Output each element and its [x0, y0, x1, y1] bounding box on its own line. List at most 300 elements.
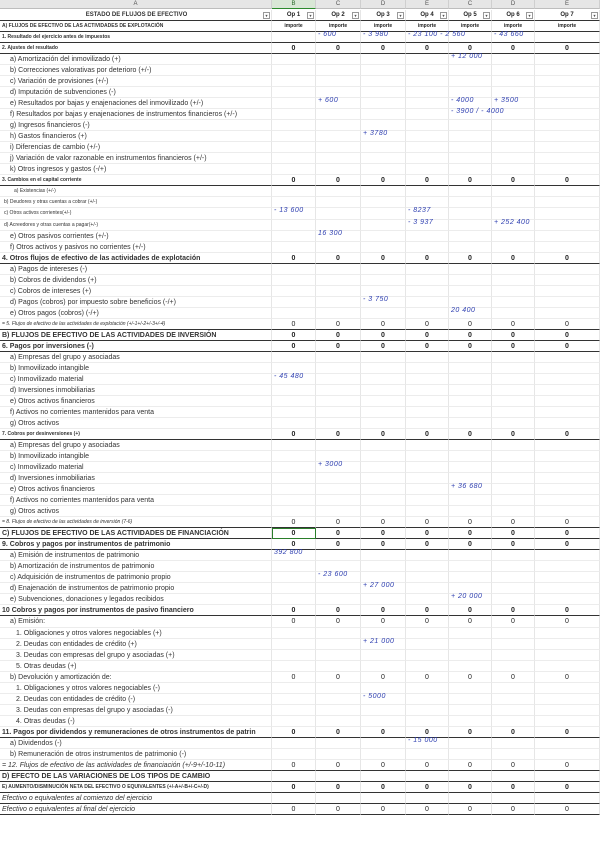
value-cell[interactable]: 0 — [492, 253, 535, 264]
column-header-2[interactable]: C — [316, 0, 361, 9]
value-cell[interactable] — [449, 451, 492, 462]
row-label[interactable]: e) Resultados por bajas y enajenaciones del inmovilizado (+/-) — [0, 98, 272, 109]
value-cell[interactable] — [406, 506, 449, 517]
value-cell[interactable]: 0 — [535, 43, 600, 54]
value-cell[interactable] — [272, 771, 316, 782]
column-header-0[interactable]: A — [0, 0, 272, 9]
value-cell[interactable]: 0 — [361, 175, 406, 186]
value-cell[interactable]: 0 — [272, 539, 316, 550]
value-cell[interactable]: 0 — [361, 330, 406, 341]
value-cell[interactable] — [316, 286, 361, 297]
value-cell[interactable]: 0 — [316, 341, 361, 352]
value-cell[interactable] — [449, 396, 492, 407]
value-cell[interactable] — [492, 363, 535, 374]
value-cell[interactable] — [535, 54, 600, 65]
value-cell[interactable]: 0 — [316, 616, 361, 627]
value-cell[interactable] — [316, 705, 361, 716]
value-cell[interactable]: 0 — [272, 517, 316, 528]
value-cell[interactable] — [316, 275, 361, 286]
value-cell[interactable]: importe — [272, 21, 316, 32]
row-label[interactable]: c) Inmovilizado material — [0, 374, 272, 385]
value-cell[interactable] — [449, 231, 492, 242]
value-cell[interactable]: 0 — [449, 528, 492, 539]
value-cell[interactable] — [449, 650, 492, 661]
value-cell[interactable] — [535, 683, 600, 694]
value-cell[interactable]: 0 — [492, 43, 535, 54]
value-cell[interactable] — [492, 153, 535, 164]
value-cell[interactable]: 0 — [535, 539, 600, 550]
value-cell[interactable] — [492, 308, 535, 319]
header-op-7[interactable]: Op 7 ▾ — [535, 10, 600, 21]
value-cell[interactable] — [316, 164, 361, 175]
value-cell[interactable]: 0 — [406, 605, 449, 616]
row-label[interactable]: 2. Deudas con entidades de crédito (+) — [0, 639, 272, 650]
value-cell[interactable] — [535, 694, 600, 705]
value-cell[interactable] — [272, 473, 316, 484]
row-label[interactable]: j) Variación de valor razonable en instrumentos financieros (+/-) — [0, 153, 272, 164]
value-cell[interactable] — [535, 385, 600, 396]
value-cell[interactable]: 0 — [449, 727, 492, 738]
value-cell[interactable] — [535, 495, 600, 506]
value-cell[interactable] — [406, 54, 449, 65]
row-label[interactable]: d) Inversiones inmobiliarias — [0, 473, 272, 484]
value-cell[interactable] — [492, 628, 535, 639]
value-cell[interactable] — [272, 242, 316, 253]
value-cell[interactable]: 0 — [406, 539, 449, 550]
value-cell[interactable] — [316, 749, 361, 760]
value-cell[interactable]: 0 — [361, 319, 406, 330]
row-label[interactable]: 6. Pagos por inversiones (-) — [0, 341, 272, 352]
value-cell[interactable] — [535, 650, 600, 661]
value-cell[interactable] — [406, 286, 449, 297]
value-cell[interactable] — [316, 109, 361, 120]
value-cell[interactable] — [406, 650, 449, 661]
value-cell[interactable]: 0 — [449, 782, 492, 793]
value-cell[interactable] — [361, 407, 406, 418]
value-cell[interactable] — [406, 683, 449, 694]
value-cell[interactable]: 0 — [406, 616, 449, 627]
value-cell[interactable] — [361, 65, 406, 76]
value-cell[interactable]: 0 — [361, 253, 406, 264]
value-cell[interactable] — [449, 131, 492, 142]
value-cell[interactable] — [449, 440, 492, 451]
value-cell[interactable] — [316, 308, 361, 319]
row-label[interactable]: 1. Obligaciones y otros valores negociables (+) — [0, 628, 272, 639]
value-cell[interactable] — [316, 771, 361, 782]
row-label[interactable]: a) Empresas del grupo y asociadas — [0, 352, 272, 363]
value-cell[interactable] — [361, 352, 406, 363]
value-cell[interactable]: 0 — [406, 341, 449, 352]
value-cell[interactable] — [535, 572, 600, 583]
value-cell[interactable]: 0 — [492, 539, 535, 550]
value-cell[interactable] — [449, 561, 492, 572]
value-cell[interactable] — [272, 87, 316, 98]
value-cell[interactable] — [316, 716, 361, 727]
value-cell[interactable]: importe — [449, 21, 492, 32]
value-cell[interactable] — [449, 572, 492, 583]
value-cell[interactable] — [406, 484, 449, 495]
value-cell[interactable] — [361, 308, 406, 319]
row-label[interactable]: c) Inmovilizado material — [0, 462, 272, 473]
value-cell[interactable]: 0 — [316, 517, 361, 528]
value-cell[interactable] — [449, 275, 492, 286]
value-cell[interactable] — [361, 396, 406, 407]
value-cell[interactable]: 0 — [272, 760, 316, 771]
value-cell[interactable]: 0 — [272, 616, 316, 627]
value-cell[interactable]: 0 — [272, 43, 316, 54]
value-cell[interactable]: 0 — [535, 760, 600, 771]
value-cell[interactable] — [492, 749, 535, 760]
value-cell[interactable] — [492, 694, 535, 705]
value-cell[interactable] — [361, 385, 406, 396]
value-cell[interactable] — [535, 550, 600, 561]
value-cell[interactable] — [316, 418, 361, 429]
value-cell[interactable] — [316, 495, 361, 506]
column-header-6[interactable]: D — [492, 0, 535, 9]
value-cell[interactable] — [316, 264, 361, 275]
value-cell[interactable] — [272, 65, 316, 76]
value-cell[interactable]: 0 — [361, 605, 406, 616]
value-cell[interactable] — [406, 694, 449, 705]
value-cell[interactable] — [492, 76, 535, 87]
value-cell[interactable] — [272, 297, 316, 308]
filter-dropdown-icon[interactable]: ▾ — [263, 12, 270, 19]
value-cell[interactable] — [316, 506, 361, 517]
value-cell[interactable] — [449, 142, 492, 153]
row-label[interactable]: 10 Cobros y pagos por instrumentos de pasivo financiero — [0, 605, 272, 616]
value-cell[interactable] — [406, 561, 449, 572]
column-header-1[interactable]: B — [272, 0, 316, 9]
value-cell[interactable] — [361, 142, 406, 153]
value-cell[interactable] — [361, 208, 406, 219]
value-cell[interactable] — [492, 186, 535, 197]
row-label[interactable]: 7. Cobros por desinversiones (+) — [0, 429, 272, 440]
value-cell[interactable] — [449, 407, 492, 418]
row-label[interactable]: 3. Deudas con empresas del grupo y asociadas (-) — [0, 705, 272, 716]
value-cell[interactable] — [316, 352, 361, 363]
row-label[interactable]: b) Deudores y otras cuentas a cobrar (+/-) — [0, 197, 272, 208]
value-cell[interactable] — [361, 793, 406, 804]
value-cell[interactable] — [361, 98, 406, 109]
row-label[interactable]: A) FLUJOS DE EFECTIVO DE LAS ACTIVIDADES DE EXPLOTACIÓN — [0, 21, 272, 32]
value-cell[interactable]: 0 — [406, 175, 449, 186]
value-cell[interactable] — [272, 275, 316, 286]
value-cell[interactable] — [406, 583, 449, 594]
row-label[interactable]: k) Otros ingresos y gastos (-/+) — [0, 164, 272, 175]
row-label[interactable]: 2. Deudas con entidades de crédito (-) — [0, 694, 272, 705]
value-cell[interactable] — [535, 153, 600, 164]
value-cell[interactable]: 0 — [316, 672, 361, 683]
value-cell[interactable] — [492, 738, 535, 749]
value-cell[interactable] — [449, 793, 492, 804]
row-label[interactable]: b) Amortización de instrumentos de patrimonio — [0, 561, 272, 572]
value-cell[interactable]: 0 — [406, 672, 449, 683]
value-cell[interactable] — [535, 98, 600, 109]
row-label[interactable]: C) FLUJOS DE EFECTIVO DE LAS ACTIVIDADES DE FINANCIACIÓN — [0, 528, 272, 539]
value-cell[interactable] — [316, 197, 361, 208]
value-cell[interactable] — [492, 286, 535, 297]
filter-dropdown-icon[interactable]: ▾ — [397, 12, 404, 19]
header-title[interactable]: ESTADO DE FLUJOS DE EFECTIVO ▾ — [0, 10, 272, 21]
value-cell[interactable] — [316, 374, 361, 385]
value-cell[interactable] — [272, 109, 316, 120]
value-cell[interactable] — [272, 231, 316, 242]
row-label[interactable]: = 12. Flujos de efectivo de las actividades de financiación (+/-9+/-10-11) — [0, 760, 272, 771]
value-cell[interactable] — [449, 705, 492, 716]
value-cell[interactable] — [535, 264, 600, 275]
value-cell[interactable] — [492, 473, 535, 484]
row-label[interactable]: c) Variación de provisiones (+/-) — [0, 76, 272, 87]
row-label[interactable]: b) Inmovilizado intangible — [0, 363, 272, 374]
value-cell[interactable] — [492, 716, 535, 727]
value-cell[interactable]: 0 — [316, 330, 361, 341]
value-cell[interactable] — [492, 407, 535, 418]
row-label[interactable]: E) AUMENTO/DISMINUCIÓN NETA DEL EFECTIVO O EQUIVALENTES (+/-A+/-B+/-C+/-D) — [0, 782, 272, 793]
value-cell[interactable]: 0 — [361, 804, 406, 815]
value-cell[interactable]: 0 — [406, 319, 449, 330]
value-cell[interactable]: 0 — [272, 782, 316, 793]
value-cell[interactable]: 0 — [316, 804, 361, 815]
value-cell[interactable] — [492, 506, 535, 517]
value-cell[interactable] — [272, 440, 316, 451]
value-cell[interactable] — [406, 231, 449, 242]
value-cell[interactable] — [272, 683, 316, 694]
value-cell[interactable] — [272, 352, 316, 363]
value-cell[interactable]: 0 — [361, 760, 406, 771]
value-cell[interactable] — [272, 120, 316, 131]
value-cell[interactable] — [361, 54, 406, 65]
value-cell[interactable]: 0 — [316, 727, 361, 738]
value-cell[interactable] — [272, 661, 316, 672]
value-cell[interactable] — [406, 628, 449, 639]
value-cell[interactable] — [406, 793, 449, 804]
value-cell[interactable]: 0 — [535, 330, 600, 341]
value-cell[interactable]: 0 — [535, 605, 600, 616]
value-cell[interactable] — [406, 308, 449, 319]
value-cell[interactable] — [492, 275, 535, 286]
value-cell[interactable]: 0 — [406, 253, 449, 264]
header-op-5[interactable]: Op 5 ▾ — [449, 10, 492, 21]
value-cell[interactable] — [492, 231, 535, 242]
value-cell[interactable] — [492, 705, 535, 716]
row-label[interactable]: e) Otros pasivos corrientes (+/-) — [0, 231, 272, 242]
value-cell[interactable] — [535, 120, 600, 131]
value-cell[interactable] — [492, 164, 535, 175]
value-cell[interactable] — [449, 120, 492, 131]
value-cell[interactable] — [406, 109, 449, 120]
value-cell[interactable] — [406, 639, 449, 650]
value-cell[interactable] — [492, 594, 535, 605]
value-cell[interactable] — [535, 462, 600, 473]
row-label[interactable]: h) Gastos financieros (+) — [0, 131, 272, 142]
value-cell[interactable] — [406, 716, 449, 727]
value-cell[interactable] — [449, 65, 492, 76]
value-cell[interactable] — [361, 661, 406, 672]
value-cell[interactable] — [361, 451, 406, 462]
value-cell[interactable] — [361, 264, 406, 275]
value-cell[interactable] — [406, 705, 449, 716]
value-cell[interactable] — [449, 694, 492, 705]
row-label[interactable]: a) Existencias (+/-) — [0, 186, 272, 197]
value-cell[interactable]: 0 — [272, 672, 316, 683]
value-cell[interactable] — [316, 550, 361, 561]
value-cell[interactable] — [361, 440, 406, 451]
value-cell[interactable] — [272, 749, 316, 760]
value-cell[interactable] — [535, 286, 600, 297]
row-label[interactable]: d) Pagos (cobros) por impuesto sobre beneficios (-/+) — [0, 297, 272, 308]
value-cell[interactable]: 0 — [361, 616, 406, 627]
value-cell[interactable] — [406, 462, 449, 473]
value-cell[interactable]: 0 — [272, 330, 316, 341]
value-cell[interactable] — [492, 495, 535, 506]
value-cell[interactable] — [361, 473, 406, 484]
header-op-3[interactable]: Op 3 ▾ — [361, 10, 406, 21]
filter-dropdown-icon[interactable]: ▾ — [526, 12, 533, 19]
value-cell[interactable] — [361, 462, 406, 473]
value-cell[interactable] — [406, 572, 449, 583]
value-cell[interactable] — [272, 594, 316, 605]
value-cell[interactable] — [316, 793, 361, 804]
value-cell[interactable] — [492, 264, 535, 275]
value-cell[interactable]: 0 — [449, 517, 492, 528]
value-cell[interactable] — [272, 561, 316, 572]
value-cell[interactable]: 0 — [272, 429, 316, 440]
value-cell[interactable] — [492, 131, 535, 142]
value-cell[interactable] — [272, 385, 316, 396]
value-cell[interactable]: 0 — [406, 760, 449, 771]
row-label[interactable]: 3. Deudas con empresas del grupo y asociadas (+) — [0, 650, 272, 661]
value-cell[interactable] — [406, 661, 449, 672]
value-cell[interactable] — [449, 495, 492, 506]
value-cell[interactable] — [316, 186, 361, 197]
value-cell[interactable]: 0 — [492, 672, 535, 683]
value-cell[interactable] — [406, 164, 449, 175]
value-cell[interactable] — [272, 98, 316, 109]
value-cell[interactable]: 0 — [449, 672, 492, 683]
value-cell[interactable] — [406, 142, 449, 153]
value-cell[interactable] — [316, 242, 361, 253]
value-cell[interactable] — [535, 275, 600, 286]
value-cell[interactable] — [449, 749, 492, 760]
value-cell[interactable] — [361, 76, 406, 87]
value-cell[interactable] — [406, 440, 449, 451]
value-cell[interactable] — [361, 705, 406, 716]
value-cell[interactable] — [316, 76, 361, 87]
row-label[interactable]: 1. Obligaciones y otros valores negociables (-) — [0, 683, 272, 694]
value-cell[interactable] — [535, 418, 600, 429]
value-cell[interactable]: 0 — [492, 782, 535, 793]
value-cell[interactable]: 0 — [492, 616, 535, 627]
value-cell[interactable] — [272, 186, 316, 197]
value-cell[interactable] — [316, 683, 361, 694]
value-cell[interactable]: 0 — [361, 429, 406, 440]
value-cell[interactable] — [406, 87, 449, 98]
value-cell[interactable] — [272, 164, 316, 175]
row-label[interactable]: e) Otros activos financieros — [0, 484, 272, 495]
value-cell[interactable] — [272, 407, 316, 418]
value-cell[interactable] — [449, 550, 492, 561]
value-cell[interactable] — [272, 131, 316, 142]
row-label[interactable]: = 5. Flujos de efectivo de las actividades de explotación (+/-1+/-2+/-3+/-4) — [0, 319, 272, 330]
value-cell[interactable] — [316, 396, 361, 407]
value-cell[interactable] — [492, 352, 535, 363]
value-cell[interactable]: 0 — [449, 804, 492, 815]
value-cell[interactable] — [449, 76, 492, 87]
value-cell[interactable] — [535, 451, 600, 462]
value-cell[interactable]: 0 — [492, 175, 535, 186]
value-cell[interactable] — [449, 716, 492, 727]
value-cell[interactable] — [492, 661, 535, 672]
value-cell[interactable] — [406, 242, 449, 253]
value-cell[interactable] — [535, 484, 600, 495]
value-cell[interactable] — [492, 54, 535, 65]
value-cell[interactable]: 0 — [406, 727, 449, 738]
value-cell[interactable] — [361, 275, 406, 286]
value-cell[interactable]: importe — [406, 21, 449, 32]
value-cell[interactable] — [535, 308, 600, 319]
value-cell[interactable] — [535, 561, 600, 572]
value-cell[interactable]: 0 — [316, 429, 361, 440]
value-cell[interactable]: 0 — [535, 175, 600, 186]
value-cell[interactable] — [492, 462, 535, 473]
row-label[interactable]: e) Subvenciones, donaciones y legados recibidos — [0, 594, 272, 605]
value-cell[interactable]: 0 — [406, 330, 449, 341]
value-cell[interactable] — [449, 208, 492, 219]
value-cell[interactable] — [272, 484, 316, 495]
value-cell[interactable] — [361, 363, 406, 374]
value-cell[interactable] — [316, 661, 361, 672]
value-cell[interactable] — [406, 374, 449, 385]
value-cell[interactable]: 0 — [492, 804, 535, 815]
value-cell[interactable] — [449, 418, 492, 429]
value-cell[interactable] — [535, 297, 600, 308]
value-cell[interactable] — [272, 220, 316, 231]
row-label[interactable]: d) Imputación de subvenciones (-) — [0, 87, 272, 98]
value-cell[interactable] — [492, 451, 535, 462]
value-cell[interactable] — [406, 495, 449, 506]
value-cell[interactable]: 0 — [361, 672, 406, 683]
row-label[interactable]: Efectivo o equivalentes al comienzo del ejercicio — [0, 793, 272, 804]
value-cell[interactable] — [449, 506, 492, 517]
value-cell[interactable] — [406, 186, 449, 197]
value-cell[interactable]: 0 — [492, 517, 535, 528]
value-cell[interactable] — [535, 32, 600, 43]
value-cell[interactable] — [272, 572, 316, 583]
row-label[interactable]: b) Cobros de dividendos (+) — [0, 275, 272, 286]
value-cell[interactable] — [272, 286, 316, 297]
row-label[interactable]: 5. Otras deudas (+) — [0, 661, 272, 672]
value-cell[interactable]: 0 — [316, 253, 361, 264]
value-cell[interactable]: 0 — [492, 528, 535, 539]
value-cell[interactable] — [361, 594, 406, 605]
value-cell[interactable] — [406, 153, 449, 164]
value-cell[interactable]: 0 — [535, 319, 600, 330]
value-cell[interactable] — [535, 716, 600, 727]
value-cell[interactable]: 0 — [492, 330, 535, 341]
row-label[interactable]: d) Acreedores y otras cuentas a pagar(+/-) — [0, 220, 272, 231]
value-cell[interactable] — [316, 208, 361, 219]
value-cell[interactable]: 0 — [492, 319, 535, 330]
value-cell[interactable]: 0 — [406, 517, 449, 528]
value-cell[interactable]: 0 — [272, 341, 316, 352]
value-cell[interactable] — [535, 407, 600, 418]
value-cell[interactable]: 0 — [449, 616, 492, 627]
value-cell[interactable]: 0 — [449, 760, 492, 771]
value-cell[interactable]: 0 — [449, 175, 492, 186]
value-cell[interactable] — [535, 440, 600, 451]
value-cell[interactable] — [535, 639, 600, 650]
value-cell[interactable]: 0 — [316, 319, 361, 330]
